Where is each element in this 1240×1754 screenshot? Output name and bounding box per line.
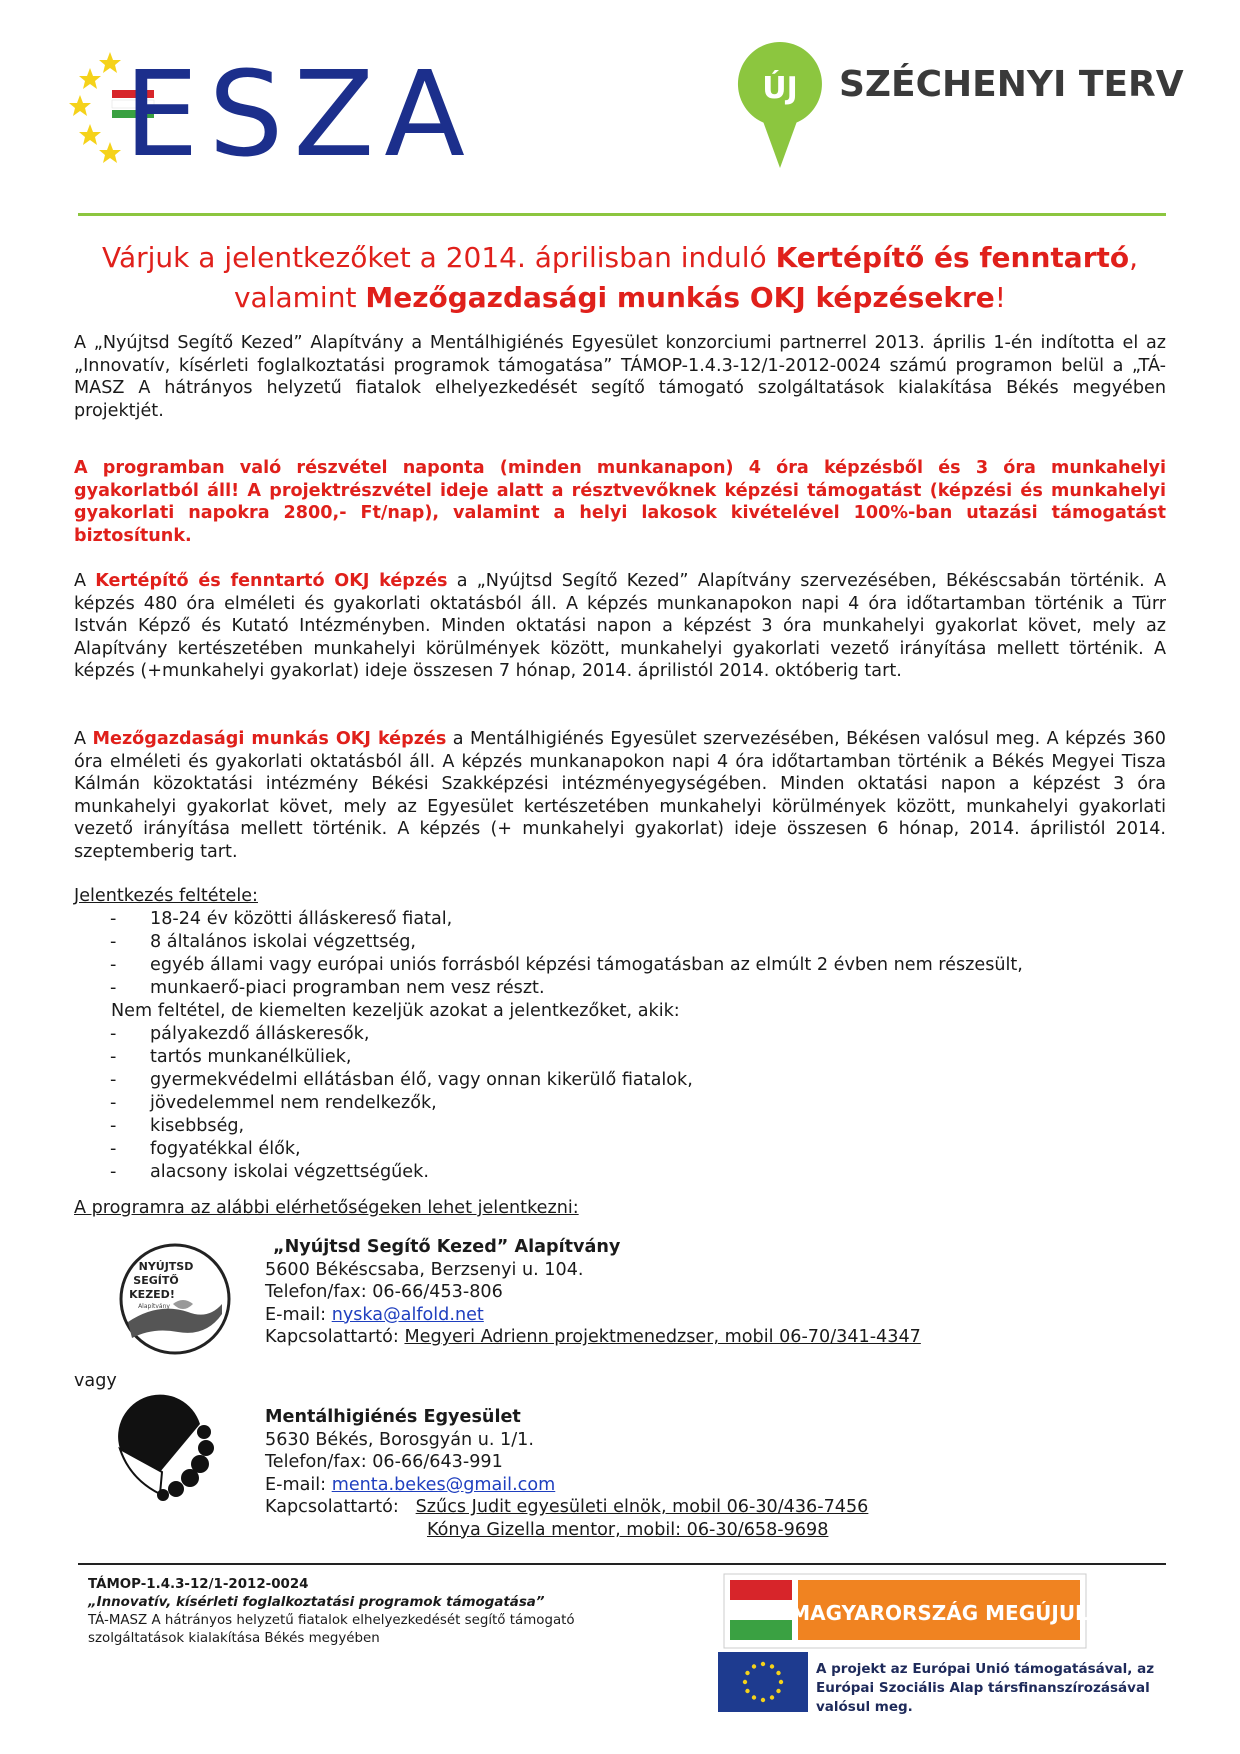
email-link[interactable]: nyska@alfold.net [331,1304,484,1325]
bullet: - [110,932,117,952]
contact-person: Kónya Gizella mentor, mobil: 06-30/658-9698 [427,1519,829,1540]
list-item [108,1023,693,1046]
contact-label: Kapcsolattartó: [265,1497,416,1518]
list-item [108,1138,693,1161]
esza-text: ESZA [124,45,476,183]
headline-part: ! [994,281,1006,314]
list-item [108,1046,693,1069]
list-item-text: egyéb állami vagy európai uniós forrásból képzési támogatásban az elmúlt 2 évben nem részesült, [150,955,1023,975]
list-item [108,977,1023,1000]
bullet: - [110,955,117,975]
text-part: a „Nyújtsd Segítő Kezed” Alapítvány szervezésében, Békéscsabán történik. A képzés 480 óra elméleti és gyakorlati oktatásból áll. A képzés munkanapokon napi 4 óra időtartamban történik a Türr István Képző és Kutató Intézményben. Minden oktatási napon a képzést 3 óra munkahelyi gyakorlat követ, mely az Alapítvány kertészetében munkahelyi körülmények között, munkahelyi gyakorlati vezető irányítása mellett történik. A képzés (+munkahelyi gyakorlat) ideje összesen 7 hónap, 2014. áprilistól 2014. októberig tart. [74,571,1166,682]
text-part: A [74,729,93,749]
list-item [108,1161,693,1184]
list-item [108,1092,693,1115]
headline-bold: Mezőgazdasági munkás OKJ képzésekre [365,281,995,314]
kertepito-paragraph [74,570,1166,683]
text-part: A [74,571,96,591]
list-item-text: fogyatékkal élők, [150,1139,301,1159]
header-divider [78,213,1166,216]
magyarorszag-megujul-logo [724,1574,1086,1648]
bullet: - [110,978,117,998]
list-item-text: munkaerő-piaci programban nem vesz részt. [150,978,545,998]
org-address: 5630 Békés, Borosgyán u. 1/1. [265,1429,534,1450]
contact-block-nyujtsd [265,1236,921,1349]
email-label: E-mail: [265,1304,332,1325]
footer-project-code: TÁMOP-1.4.3-12/1-2012-0024 [88,1577,309,1592]
bullet: - [110,1116,117,1136]
headline-part: , [1129,241,1139,274]
esza-logo [72,45,476,183]
preferred-note: Nem feltétel, de kiemelten kezeljük azokat a jelentkezőket, akik: [111,1001,680,1021]
list-item-text: gyermekvédelmi ellátásban élő, vagy onnan kikerülő fiatalok, [150,1070,693,1090]
szechenyi-badge-text: ÚJ [762,71,798,106]
bullet: - [110,1024,117,1044]
list-item [108,908,1023,931]
szechenyi-terv-text: SZÉCHENYI TERV [839,64,1184,105]
magyarorszag-text: MAGYARORSZÁG MEGÚJUL [790,1601,1088,1625]
participation-paragraph: A programban való részvétel naponta (minden munkanapon) 4 óra képzésből és 3 óra munkahelyi gyakorlatból áll! A projektrészvétel ideje alatt a résztvevőknek képzési támogatást (képzési és munkahelyi gyakorlati napokra 2800,- Ft/nap), valamint a helyi lakosok kivételével 100%-ban utazási támogatást biztosítunk. [74,458,1166,546]
eu-funding-text: A projekt az Európai Unió támogatásával, az Európai Szociális Alap társfinanszírozásával valósul meg. [816,1661,1155,1715]
org-address: 5600 Békéscsaba, Berzsenyi u. 104. [265,1259,584,1280]
headline [60,238,1180,318]
text-part: a Mentálhigiénés Egyesület szervezésében, Békésen valósul meg. A képzés 360 óra elméleti és gyakorlati oktatásból áll. A képzés munkanapokon napi 4 óra időtartamban történik a Békés Megyei Tisza Kálmán közoktatási intézmény Békési Szakképzési intézményegységében. Minden oktatási napon a képzést 3 óra munkahelyi gyakorlat követ, mely az Egyesület kertészetében munkahelyi körülmények között, munkahelyi gyakorlati vezető irányítása mellett történik. A képzés (+ munkahelyi gyakorlat) ideje összesen 6 hónap, 2014. áprilistól 2014. szeptemberig tart. [74,729,1166,862]
bullet: - [110,909,117,929]
contact-person: Megyeri Adrienn projektmenedzser, mobil 06-70/341-4347 [404,1327,921,1348]
or-separator: vagy [74,1371,117,1391]
nyujtsd-logo-line: SEGÍTŐ [133,1274,179,1287]
preferred-list [108,1023,693,1184]
course-name: Kertépítő és fenntartó OKJ képzés [95,571,448,591]
contacts-title: A programra az alábbi elérhetőségeken lehet jelentkezni: [74,1198,579,1218]
footer-text [88,1576,648,1648]
bullet: - [110,1139,117,1159]
list-item-text: kisebbség, [150,1116,245,1136]
org-phone: Telefon/fax: 06-66/643-991 [265,1452,503,1473]
org-name: „Nyújtsd Segítő Kezed” Alapítvány [273,1237,621,1257]
mezogazdasagi-paragraph [74,728,1166,864]
nyujtsd-logo [118,1242,233,1357]
email-label: E-mail: [265,1474,332,1495]
list-item [108,1069,693,1092]
conditions-title: Jelentkezés feltétele: [74,886,258,906]
headline-bold: Kertépítő és fenntartó [775,241,1130,274]
bullet: - [110,1047,117,1067]
contact-person: Szűcs Judit egyesületi elnök, mobil 06-30/436-7456 [415,1497,869,1518]
footer-program-name: „Innovatív, kísérleti foglalkoztatási programok támogatása” [88,1595,545,1610]
list-item-text: pályakezdő álláskeresők, [150,1024,370,1044]
nyujtsd-logo-line: KEZED! [129,1288,175,1301]
footer-divider [78,1563,1166,1565]
list-item [108,1115,693,1138]
headline-part: Várjuk a jelentkezőket a 2014. áprilisban induló [101,241,776,274]
list-item [108,931,1023,954]
org-name: Mentálhigiénés Egyesület [265,1407,521,1427]
bullet: - [110,1070,117,1090]
bullet: - [110,1093,117,1113]
list-item-text: jövedelemmel nem rendelkezők, [150,1093,437,1113]
mentalhigienes-logo [100,1394,240,1504]
bullet: - [110,1162,117,1182]
list-item [108,954,1023,977]
szechenyi-terv-logo [735,38,1184,173]
email-link[interactable]: menta.bekes@gmail.com [331,1474,556,1495]
required-conditions-list [108,908,1023,1000]
intro-paragraph: A „Nyújtsd Segítő Kezed” Alapítvány a Mentálhigiénés Egyesület konzorciumi partnerrel 2013. április 1-én indította el az „Innovatív, kísérleti foglalkoztatási programok támogatása” TÁMOP-1.4.3-12/1-2012-0024 számú programon belül a „TÁ-MASZ A hátrányos helyzetű fiatalok elhelyezkedését segítő támogató szolgáltatások kialakítása Békés megyében projektjét. [74,333,1166,421]
contact-block-mentalhigienes [265,1406,868,1542]
headline-part: valamint [233,281,366,314]
contact-label: Kapcsolattartó: [265,1327,405,1348]
nyujtsd-logo-line: NYÚJTSD [138,1260,194,1273]
org-phone: Telefon/fax: 06-66/453-806 [265,1282,503,1303]
list-item-text: 8 általános iskolai végzettség, [150,932,417,952]
course-name: Mezőgazdasági munkás OKJ képzés [92,729,447,749]
list-item-text: alacsony iskolai végzettségűek. [150,1162,429,1182]
nyujtsd-logo-line: Alapítvány [138,1303,170,1310]
list-item-text: 18-24 év közötti álláskereső fiatal, [150,909,453,929]
list-item-text: tartós munkanélküliek, [150,1047,352,1067]
footer-project-title: TÁ-MASZ A hátrányos helyzetű fiatalok elhelyezkedését segítő támogató szolgáltatások kialakítása Békés megyében [88,1613,575,1646]
